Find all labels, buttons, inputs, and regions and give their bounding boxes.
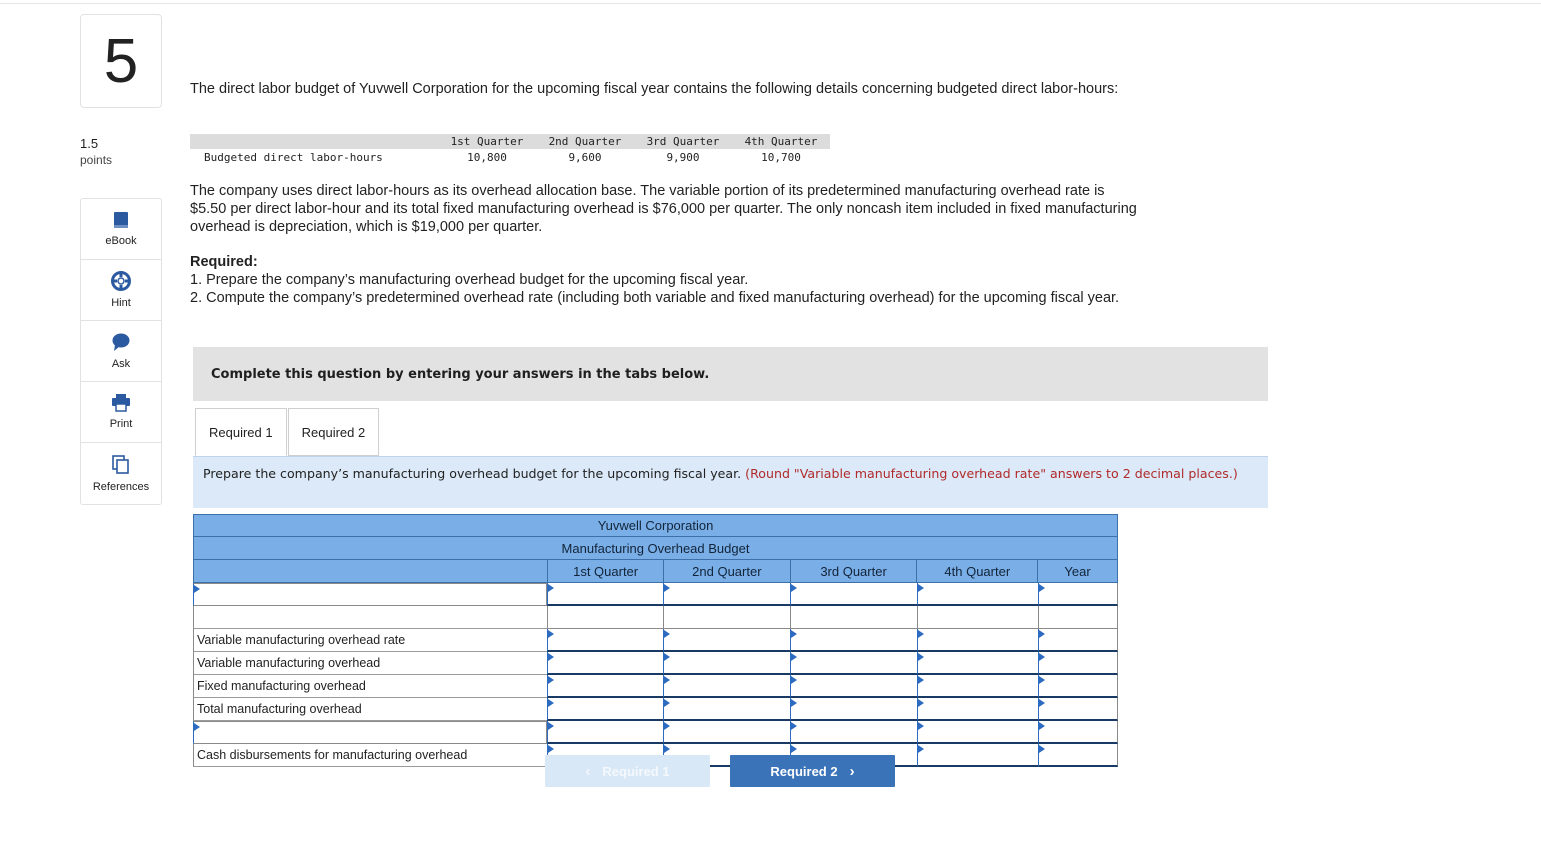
- amount-input[interactable]: [663, 629, 790, 652]
- given-header: 2nd Quarter: [548, 135, 622, 148]
- column-header: 4th Quarter: [916, 560, 1037, 582]
- amount-input[interactable]: [547, 652, 663, 675]
- column-header: 1st Quarter: [547, 560, 663, 582]
- required-item-2: 2. Compute the company’s predetermined overhead rate (including both variable and fixed manufacturing overhead) for the upcoming fiscal year.: [190, 290, 1120, 306]
- next-label: Required 2: [770, 763, 838, 779]
- printer-icon: [111, 394, 131, 412]
- amount-input[interactable]: [917, 698, 1038, 721]
- answer-tabs: [195, 408, 379, 456]
- amount-input[interactable]: [663, 698, 790, 721]
- amount-input[interactable]: [1038, 583, 1118, 606]
- print-label: Print: [109, 418, 133, 430]
- print-button[interactable]: [81, 382, 161, 443]
- required-section: [190, 253, 1140, 307]
- column-header-blank: [194, 560, 547, 582]
- given-header: 1st Quarter: [450, 135, 524, 148]
- budget-row-variable-rate: [193, 629, 1118, 652]
- column-header: Year: [1037, 560, 1117, 582]
- row-label-input[interactable]: [193, 721, 547, 744]
- amount-input[interactable]: [547, 698, 663, 721]
- amount-input[interactable]: [917, 629, 1038, 652]
- required-heading: Required:: [190, 254, 258, 270]
- question-paragraph: The company uses direct labor-hours as its overhead allocation base. The variable portion of its predetermined manufacturing overhead rate is $5.50 per direct labor-hour and its total fixed manufacturing overhead is $76,000 per quarter. The only noncash item included in fixed manufacturing overhead is depreciation, which is $19,000 per quarter.: [190, 183, 1137, 235]
- amount-input[interactable]: [790, 629, 917, 652]
- given-header: 4th Quarter: [744, 135, 818, 148]
- question-number: 5: [80, 14, 162, 108]
- budget-company: Yuvwell Corporation: [193, 514, 1118, 537]
- amount-input[interactable]: [547, 721, 663, 744]
- amount-input[interactable]: [663, 721, 790, 744]
- given-data-table: [190, 134, 830, 165]
- question-intro: The direct labor budget of Yuvwell Corporation for the upcoming fiscal year contains the following details concerning budgeted direct labor-hours:: [190, 81, 1119, 97]
- ask-label: Ask: [111, 358, 131, 370]
- given-value: 10,700: [761, 151, 801, 164]
- instructions-banner: Complete this question by entering your answers in the tabs below.: [193, 347, 1268, 401]
- amount-input[interactable]: [663, 675, 790, 698]
- budget-row-noncash-input: [193, 721, 1118, 744]
- budget-title: Manufacturing Overhead Budget: [193, 537, 1118, 560]
- budget-row-total-overhead: [193, 698, 1118, 721]
- previous-required-button[interactable]: [545, 755, 710, 787]
- documents-icon: [112, 455, 130, 475]
- empty-cell: [790, 606, 917, 629]
- budget-row-spacer: [193, 606, 1118, 629]
- previous-label: Required 1: [602, 763, 670, 779]
- amount-input[interactable]: [1038, 652, 1118, 675]
- budget-column-headers: [193, 560, 1118, 583]
- given-value: 9,600: [568, 151, 602, 164]
- empty-cell: [663, 606, 790, 629]
- tab-required-2[interactable]: Required 2: [288, 408, 380, 456]
- row-label: Variable manufacturing overhead: [193, 652, 547, 675]
- amount-input[interactable]: [663, 652, 790, 675]
- amount-input[interactable]: [790, 652, 917, 675]
- row-label-input[interactable]: [193, 583, 547, 606]
- amount-input[interactable]: [917, 583, 1038, 606]
- amount-input[interactable]: [547, 675, 663, 698]
- amount-input[interactable]: [790, 583, 917, 606]
- row-label: Cash disbursements for manufacturing overhead: [193, 744, 547, 767]
- ebook-button[interactable]: [81, 199, 161, 260]
- amount-input[interactable]: [547, 629, 663, 652]
- amount-input[interactable]: [790, 721, 917, 744]
- row-label: Variable manufacturing overhead rate: [193, 629, 547, 652]
- tool-panel: [80, 198, 162, 505]
- prompt-text: Prepare the company’s manufacturing overhead budget for the upcoming fiscal year.: [203, 466, 742, 481]
- given-header: 3rd Quarter: [646, 135, 720, 148]
- amount-input[interactable]: [1038, 629, 1118, 652]
- amount-input[interactable]: [917, 744, 1038, 767]
- amount-input[interactable]: [1038, 675, 1118, 698]
- chevron-right-icon: ›: [849, 762, 855, 780]
- chevron-left-icon: ‹: [585, 762, 591, 780]
- given-value: 9,900: [666, 151, 700, 164]
- empty-cell: [547, 606, 663, 629]
- next-required-button[interactable]: [730, 755, 895, 787]
- required-item-1: 1. Prepare the company’s manufacturing overhead budget for the upcoming fiscal year.: [190, 272, 749, 288]
- lifebuoy-icon: [111, 271, 131, 291]
- amount-input[interactable]: [790, 698, 917, 721]
- amount-input[interactable]: [917, 675, 1038, 698]
- column-header: 2nd Quarter: [663, 560, 790, 582]
- amount-input[interactable]: [663, 583, 790, 606]
- references-button[interactable]: [81, 443, 161, 504]
- book-icon: [112, 211, 130, 229]
- given-value: 10,800: [467, 151, 507, 164]
- column-header: 3rd Quarter: [790, 560, 917, 582]
- references-label: References: [92, 480, 150, 493]
- amount-input[interactable]: [547, 583, 663, 606]
- ebook-label: eBook: [105, 235, 137, 247]
- given-data-row: [190, 150, 830, 165]
- amount-input[interactable]: [790, 675, 917, 698]
- row-label: Fixed manufacturing overhead: [193, 675, 547, 698]
- amount-input[interactable]: [1038, 721, 1118, 744]
- budget-row-fixed-overhead: [193, 675, 1118, 698]
- hint-button[interactable]: [81, 260, 161, 321]
- empty-cell: [1038, 606, 1118, 629]
- points-value: 1.5: [80, 136, 99, 151]
- hint-label: Hint: [111, 297, 131, 309]
- budget-row-labor-hours: [193, 583, 1118, 606]
- given-row-label: Budgeted direct labor-hours: [204, 151, 383, 164]
- row-label-blank: [193, 606, 547, 629]
- points-label: points: [80, 153, 113, 167]
- given-header-row: [190, 134, 830, 149]
- prompt-rounding-note: (Round "Variable manufacturing overhead rate" answers to 2 decimal places.): [745, 466, 1238, 481]
- tab-prompt: [193, 456, 1268, 508]
- ask-button[interactable]: [81, 321, 161, 382]
- tab-required-1[interactable]: Required 1: [195, 408, 287, 456]
- overhead-budget-table: [193, 514, 1118, 767]
- row-label: Total manufacturing overhead: [193, 698, 547, 721]
- amount-input[interactable]: [1038, 744, 1118, 767]
- amount-input[interactable]: [1038, 698, 1118, 721]
- top-divider: [0, 3, 1541, 4]
- amount-input[interactable]: [917, 721, 1038, 744]
- budget-row-variable-overhead: [193, 652, 1118, 675]
- amount-input[interactable]: [917, 652, 1038, 675]
- empty-cell: [917, 606, 1038, 629]
- speech-bubble-icon: [111, 332, 131, 352]
